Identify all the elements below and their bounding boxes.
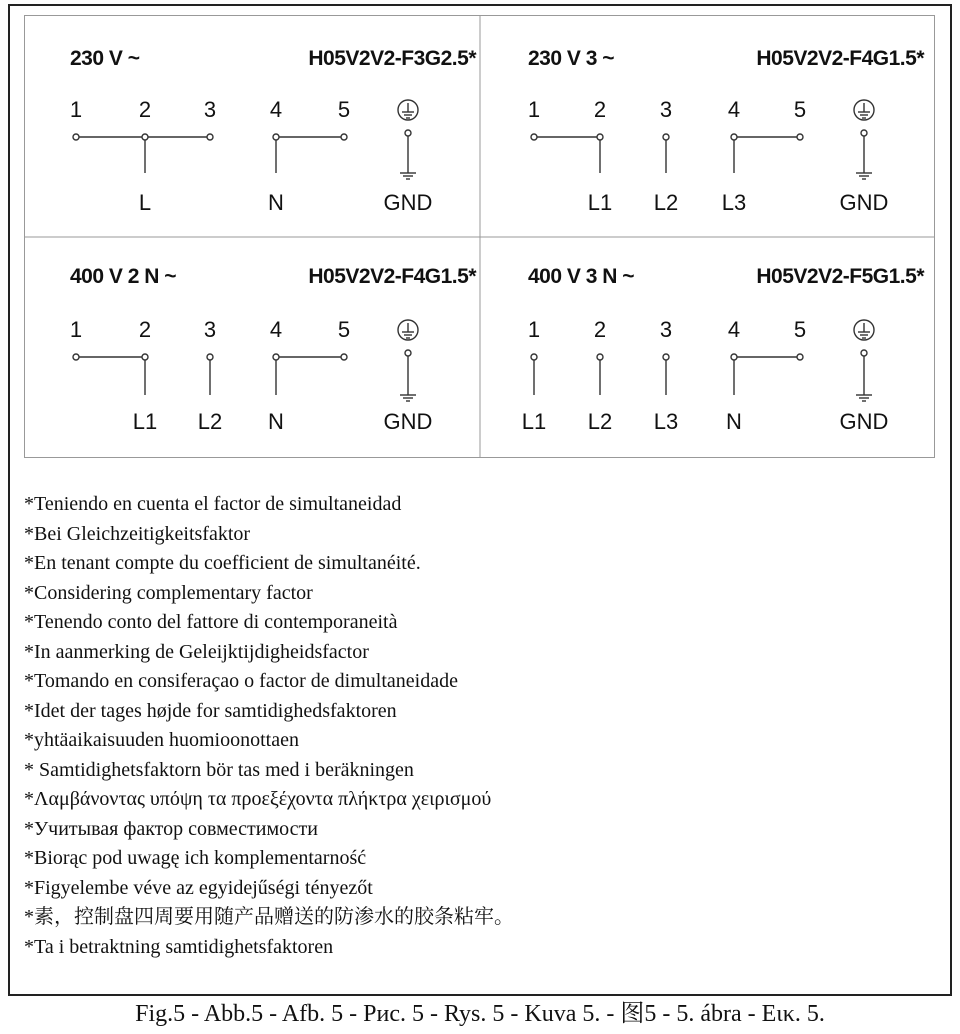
terminal-number: 4 <box>727 97 741 122</box>
terminal-number: 3 <box>203 97 217 122</box>
terminal-number: 1 <box>527 97 541 122</box>
note-line: *Teniendo en cuenta el factor de simultaneidad <box>24 493 402 515</box>
simultaneity-notes <box>24 490 934 962</box>
line-label: GND <box>383 409 433 434</box>
line-label: N <box>268 190 284 215</box>
terminal-number: 4 <box>269 97 283 122</box>
line-label: L3 <box>721 190 747 215</box>
voltage-label: 230 V 3 ~ <box>528 47 614 70</box>
note-line: *In aanmerking de Geleijktijdigheidsfactor <box>24 640 369 663</box>
terminal-number: 3 <box>659 317 673 342</box>
note-line: *Tenendo conto del fattore di contemporaneità <box>24 611 398 633</box>
line-label: N <box>268 409 284 434</box>
note-line: *Idet der tages højde for samtidighedsfaktoren <box>24 699 397 722</box>
line-label: GND <box>839 190 889 215</box>
terminal-number: 1 <box>69 317 83 342</box>
wiring <box>531 350 872 401</box>
terminal-number: 2 <box>593 317 607 342</box>
terminal-number: 2 <box>138 97 152 122</box>
note-line: *Figyelembe véve az egyidejűségi tényezőt <box>24 876 373 899</box>
voltage-label: 230 V ~ <box>70 47 140 70</box>
line-label: GND <box>839 409 889 434</box>
diagram-400v-3n <box>522 265 926 434</box>
wiring <box>531 130 872 179</box>
note-line: *En tenant compte du coefficient de simultanéité. <box>24 552 421 574</box>
line-label: L2 <box>587 409 613 434</box>
note-line: *Bei Gleichzeitigkeitsfaktor <box>24 522 251 545</box>
terminal-number: 5 <box>337 317 351 342</box>
cable-label: H05V2V2-F5G1.5* <box>756 265 924 288</box>
terminal-number: 1 <box>69 97 83 122</box>
note-line: *Considering complementary factor <box>24 581 313 604</box>
line-label: GND <box>383 190 433 215</box>
terminal-number: 2 <box>138 317 152 342</box>
note-line: * Samtidighetsfaktorn bör tas med i beräkningen <box>24 758 414 781</box>
terminal-number: 4 <box>727 317 741 342</box>
note-line: *素，控制盘四周要用随产品赠送的防渗水的胶条粘牢。 <box>24 906 514 928</box>
cable-label: H05V2V2-F4G1.5* <box>308 265 476 288</box>
cable-label: H05V2V2-F3G2.5* <box>308 47 476 70</box>
note-line: *yhtäaikaisuuden huomioonottaen <box>24 729 299 751</box>
figure-caption: Fig.5 - Abb.5 - Afb. 5 - Рис. 5 - Rys. 5 - Kuva 5. - 图5 - 5. ábra - Εικ. 5. <box>135 1001 825 1027</box>
ground-symbol <box>398 100 418 120</box>
line-label: L3 <box>653 409 679 434</box>
terminal-number: 5 <box>793 317 807 342</box>
voltage-label: 400 V 3 N ~ <box>528 265 634 288</box>
terminal-number: 3 <box>659 97 673 122</box>
terminal-number: 2 <box>593 97 607 122</box>
ground-symbol <box>854 100 874 120</box>
terminal-number: 3 <box>203 317 217 342</box>
line-label: L2 <box>653 190 679 215</box>
wiring <box>73 130 416 179</box>
ground-symbol <box>398 320 418 340</box>
note-line: *Учитывая фактор совместимости <box>24 817 318 840</box>
note-line: *Ta i betraktning samtidighetsfaktoren <box>24 935 334 958</box>
ground-symbol <box>854 320 874 340</box>
line-label: L1 <box>587 190 613 215</box>
line-label: L1 <box>132 409 158 434</box>
note-line: *Λαμβάνοντας υπόψη τα προεξέχοντα πλήκτρα χειρισμού <box>24 788 492 810</box>
line-label: L2 <box>197 409 223 434</box>
line-label: L <box>138 190 152 215</box>
cable-label: H05V2V2-F4G1.5* <box>756 47 924 70</box>
wiring <box>73 350 416 401</box>
terminal-number: 4 <box>269 317 283 342</box>
diagram-230v-single-phase <box>70 47 477 215</box>
terminal-number: 5 <box>793 97 807 122</box>
diagram-230v-three-phase <box>528 47 925 215</box>
terminal-number: 1 <box>527 317 541 342</box>
line-label: L1 <box>521 409 547 434</box>
note-line: *Tomando en consiferaçao o factor de dimultaneidade <box>24 670 458 692</box>
line-label: N <box>726 409 742 434</box>
voltage-label: 400 V 2 N ~ <box>70 265 176 288</box>
note-line: *Biorąc pod uwagę ich komplementarność <box>24 847 367 869</box>
terminal-number: 5 <box>337 97 351 122</box>
wiring-diagrams <box>24 15 936 459</box>
diagram-400v-2n <box>70 265 477 434</box>
